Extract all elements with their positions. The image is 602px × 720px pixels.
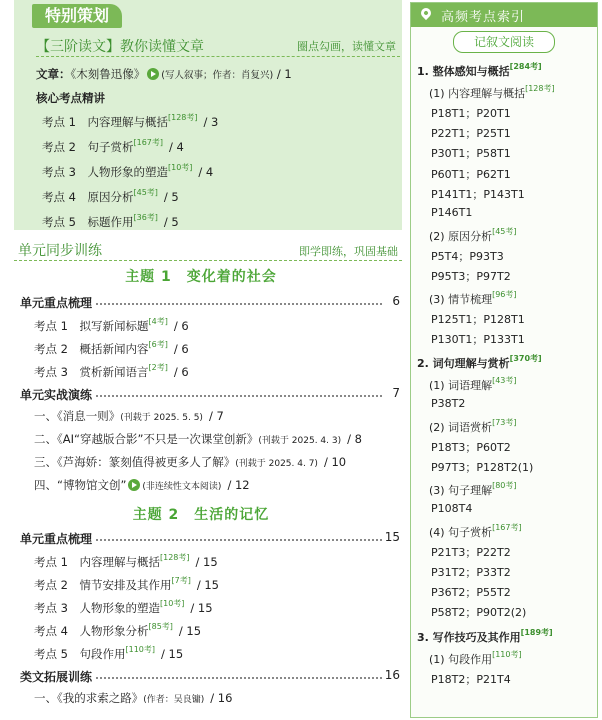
exam-count: [10考] bbox=[167, 163, 193, 172]
index-ref[interactable] bbox=[431, 544, 511, 560]
index-text: 2. 词句理解与赏析 bbox=[417, 357, 510, 370]
sync-label: 单元同步训练 bbox=[18, 243, 102, 259]
index-cat bbox=[417, 627, 553, 645]
special-subtitle: 【三阶读文】教你读懂文章 bbox=[36, 39, 204, 55]
item-page: / 15 bbox=[161, 647, 184, 661]
toc-item[interactable] bbox=[34, 431, 362, 447]
exam-count: [45考] bbox=[133, 188, 158, 197]
section-page: 6 bbox=[392, 294, 400, 308]
item-page: / 6 bbox=[173, 319, 189, 333]
exam-count: [73考] bbox=[492, 418, 517, 428]
special-point-item[interactable] bbox=[42, 112, 218, 130]
index-ref[interactable] bbox=[431, 564, 511, 580]
index-text: P18T3；P60T2 bbox=[431, 441, 511, 455]
item-page: / 7 bbox=[208, 409, 224, 423]
article-prefix: 文章： bbox=[36, 67, 71, 81]
item-label: 考点 3 赏析新闻语言 bbox=[34, 365, 149, 379]
point-page: / 4 bbox=[198, 165, 214, 179]
point-label: 考点 2 句子赏析 bbox=[42, 140, 134, 154]
toc-item[interactable] bbox=[34, 621, 201, 639]
article-page: / 1 bbox=[276, 67, 292, 81]
index-text: P21T3；P22T2 bbox=[431, 545, 511, 559]
item-note: (刊载于 2025. 5. 5) bbox=[120, 413, 203, 423]
toc-item[interactable] bbox=[34, 316, 189, 334]
index-text: P60T1；P62T1 bbox=[431, 167, 511, 181]
item-page: / 16 bbox=[210, 691, 233, 705]
index-text: P130T1；P133T1 bbox=[431, 332, 525, 346]
index-text: (2) 原因分析 bbox=[429, 230, 493, 244]
index-ref[interactable] bbox=[431, 439, 511, 455]
exam-count: [284考] bbox=[509, 62, 542, 71]
theme-1-title: 主题 1 变化着的社会 bbox=[125, 269, 277, 285]
index-header bbox=[411, 3, 597, 27]
toc-item[interactable] bbox=[34, 477, 250, 493]
special-heading: 特别策划 bbox=[32, 4, 122, 28]
index-ref[interactable] bbox=[431, 166, 511, 182]
point-page: / 5 bbox=[163, 215, 179, 229]
theme2-extension-heading[interactable] bbox=[20, 668, 400, 684]
core-points-title: 核心考点精讲 bbox=[36, 91, 105, 105]
exam-count: [36考] bbox=[133, 213, 158, 222]
index-ref[interactable] bbox=[431, 397, 465, 410]
exam-count: [128考] bbox=[159, 553, 190, 562]
index-text: P5T4；P93T3 bbox=[431, 250, 504, 264]
exam-count: [370考] bbox=[509, 354, 542, 363]
featured-article[interactable] bbox=[36, 66, 292, 82]
item-page: / 6 bbox=[173, 342, 189, 356]
index-category-pill: 记叙文阅读 bbox=[453, 31, 555, 53]
exam-count: [167考] bbox=[492, 522, 522, 532]
index-text: P31T2；P33T2 bbox=[431, 566, 511, 579]
index-title: 高频考点索引 bbox=[441, 10, 526, 25]
index-ref[interactable] bbox=[431, 502, 472, 515]
index-sub[interactable] bbox=[429, 649, 522, 667]
section-label: 单元实战演练 bbox=[20, 386, 96, 403]
play-icon[interactable] bbox=[147, 68, 159, 80]
item-page: / 12 bbox=[227, 478, 250, 492]
exam-count: [7考] bbox=[171, 576, 191, 585]
toc-item[interactable] bbox=[34, 408, 224, 424]
index-cat bbox=[417, 61, 542, 79]
index-sub[interactable] bbox=[429, 522, 522, 540]
index-ref[interactable] bbox=[431, 186, 525, 202]
exam-count: [96考] bbox=[492, 289, 517, 299]
index-sub[interactable] bbox=[429, 480, 517, 498]
index-text: (1) 词语理解 bbox=[429, 379, 493, 392]
index-text: P30T1；P58T1 bbox=[431, 147, 511, 161]
item-page: / 15 bbox=[196, 578, 219, 592]
item-page: / 8 bbox=[347, 432, 362, 446]
exam-count: [110考] bbox=[492, 649, 522, 659]
toc-item[interactable] bbox=[34, 575, 219, 593]
toc-item[interactable] bbox=[34, 454, 346, 470]
special-point-item[interactable] bbox=[42, 187, 179, 205]
index-text: (4) 句子赏析 bbox=[429, 525, 493, 539]
item-label: 考点 2 概括新闻内容 bbox=[34, 342, 149, 356]
exam-count: [6考] bbox=[148, 340, 168, 349]
toc-item[interactable] bbox=[34, 362, 189, 380]
special-subtitle-bar bbox=[36, 36, 400, 57]
index-sub[interactable] bbox=[429, 289, 517, 307]
item-label: 考点 5 句段作用 bbox=[34, 647, 126, 661]
index-text: 1. 整体感知与概括 bbox=[417, 65, 510, 78]
item-label: 考点 4 人物形象分析 bbox=[34, 624, 149, 638]
item-label: 一、《消息一则》 bbox=[34, 409, 121, 423]
index-text: P108T4 bbox=[431, 501, 473, 515]
toc-item[interactable] bbox=[34, 339, 189, 357]
index-text: P38T2 bbox=[431, 397, 466, 410]
item-page: / 15 bbox=[195, 555, 218, 569]
play-icon[interactable] bbox=[128, 479, 140, 491]
index-ref[interactable] bbox=[431, 105, 511, 121]
item-page: / 15 bbox=[178, 624, 202, 638]
index-text: (1) 句段作用 bbox=[429, 652, 493, 666]
index-sub[interactable] bbox=[429, 417, 517, 435]
exam-count: [10考] bbox=[159, 599, 185, 608]
location-pin-icon bbox=[419, 6, 433, 20]
exam-count: [45考] bbox=[492, 227, 517, 237]
toc-item[interactable] bbox=[34, 552, 218, 570]
index-text: 3. 写作技巧及其作用 bbox=[417, 630, 521, 644]
index-text: P18T1；P20T1 bbox=[431, 107, 511, 120]
exam-count: [43考] bbox=[492, 376, 517, 385]
index-sub[interactable] bbox=[429, 226, 517, 244]
item-note: (作者：吴良镛) bbox=[143, 695, 205, 705]
high-frequency-index-panel bbox=[410, 2, 598, 718]
index-ref[interactable] bbox=[431, 604, 526, 620]
point-label: 考点 3 人物形象的塑造 bbox=[42, 165, 168, 179]
toc-item[interactable] bbox=[34, 644, 183, 662]
index-text: P36T2；P55T2 bbox=[431, 586, 511, 600]
index-text: P95T3；P97T2 bbox=[431, 270, 511, 284]
special-point-item[interactable] bbox=[42, 212, 179, 230]
index-text: P97T3；P128T2(1) bbox=[431, 461, 534, 475]
special-feature-panel bbox=[14, 0, 402, 230]
index-ref[interactable] bbox=[431, 268, 511, 284]
exam-count: [128考] bbox=[167, 113, 198, 122]
index-text: (3) 句子理解 bbox=[429, 483, 493, 497]
point-label: 考点 5 标题作用 bbox=[42, 215, 134, 229]
item-page: / 10 bbox=[323, 455, 347, 469]
section-label: 单元重点梳理 bbox=[20, 530, 96, 547]
point-label: 考点 4 原因分析 bbox=[42, 190, 134, 204]
index-text: P146T1 bbox=[431, 206, 473, 219]
item-note: (刊载于 2025. 4. 7) bbox=[235, 459, 318, 469]
index-ref[interactable] bbox=[431, 145, 511, 161]
item-label: 考点 1 拟写新闻标题 bbox=[34, 319, 149, 333]
index-text: (1) 内容理解与概括 bbox=[429, 87, 526, 100]
item-label: 考点 3 人物形象的塑造 bbox=[34, 601, 160, 615]
theme1-practice-heading[interactable] bbox=[20, 386, 400, 402]
exam-count: [189考] bbox=[520, 627, 553, 637]
index-ref[interactable] bbox=[431, 206, 472, 219]
special-point-item[interactable] bbox=[42, 162, 213, 180]
special-tagline: 圈点勾画，读懂文章 bbox=[297, 40, 396, 53]
point-label: 考点 1 内容理解与概括 bbox=[42, 115, 168, 129]
exam-count: [80考] bbox=[492, 480, 517, 490]
article-meta: (写人叙事；作者：肖复兴) bbox=[161, 70, 274, 81]
point-page: / 4 bbox=[169, 140, 184, 154]
index-text: P125T1；P128T1 bbox=[431, 312, 525, 326]
item-label: 一、《我的求索之路》 bbox=[34, 691, 144, 705]
index-cat bbox=[417, 353, 542, 371]
article-title: 《木刻鲁迅像》 bbox=[70, 67, 146, 81]
item-label: 三、《芦海娇：篆刻值得被更多人了解》 bbox=[34, 455, 236, 469]
item-note: (非连续性文本阅读) bbox=[142, 482, 222, 492]
index-ref[interactable] bbox=[431, 331, 525, 347]
toc-item[interactable] bbox=[34, 690, 232, 706]
item-note: (刊载于 2025. 4. 3) bbox=[258, 436, 342, 446]
item-label: 四、“博物馆文创” bbox=[34, 478, 127, 492]
index-ref[interactable] bbox=[431, 459, 533, 475]
index-sub[interactable] bbox=[429, 83, 555, 101]
sync-tagline: 即学即练，巩固基础 bbox=[299, 245, 398, 258]
index-ref[interactable] bbox=[431, 671, 511, 687]
exam-count: [85考] bbox=[148, 622, 173, 631]
point-page: / 5 bbox=[163, 190, 179, 204]
item-label: 考点 1 内容理解与概括 bbox=[34, 555, 160, 569]
section-page: 15 bbox=[384, 530, 400, 544]
toc-item[interactable] bbox=[34, 598, 213, 616]
index-text: (2) 词语赏析 bbox=[429, 421, 493, 435]
exam-count: [167考] bbox=[133, 138, 163, 147]
item-label: 二、《AI“穿越版合影”不只是一次课堂创新》 bbox=[34, 432, 259, 446]
item-page: / 15 bbox=[190, 601, 213, 615]
index-text: (3) 情节梳理 bbox=[429, 292, 493, 306]
index-ref[interactable] bbox=[431, 311, 525, 327]
exam-count: [128考] bbox=[525, 84, 555, 93]
special-point-item[interactable] bbox=[42, 137, 184, 155]
item-label: 考点 2 情节安排及其作用 bbox=[34, 578, 172, 592]
exam-count: [110考] bbox=[125, 645, 155, 654]
theme-2-title: 主题 2 生活的记忆 bbox=[132, 507, 270, 523]
section-page: 16 bbox=[384, 668, 400, 682]
index-ref[interactable] bbox=[431, 125, 511, 141]
section-page: 7 bbox=[392, 386, 400, 400]
index-text: P22T1；P25T1 bbox=[431, 127, 511, 141]
point-page: / 3 bbox=[203, 115, 219, 129]
index-ref[interactable] bbox=[431, 248, 504, 264]
exam-count: [4考] bbox=[148, 317, 168, 326]
exam-count: [2考] bbox=[148, 363, 168, 372]
section-label: 类文拓展训练 bbox=[20, 668, 96, 685]
theme2-review-heading[interactable] bbox=[20, 530, 400, 546]
index-ref[interactable] bbox=[431, 584, 511, 600]
theme1-review-heading[interactable] bbox=[20, 294, 400, 310]
index-text: P58T2；P90T2(2) bbox=[431, 606, 527, 620]
section-label: 单元重点梳理 bbox=[20, 294, 96, 311]
item-page: / 6 bbox=[173, 365, 189, 379]
index-text: P141T1；P143T1 bbox=[431, 187, 525, 201]
index-text: P18T2；P21T4 bbox=[431, 672, 511, 686]
sync-training-bar bbox=[14, 240, 402, 261]
index-sub[interactable] bbox=[429, 375, 517, 393]
